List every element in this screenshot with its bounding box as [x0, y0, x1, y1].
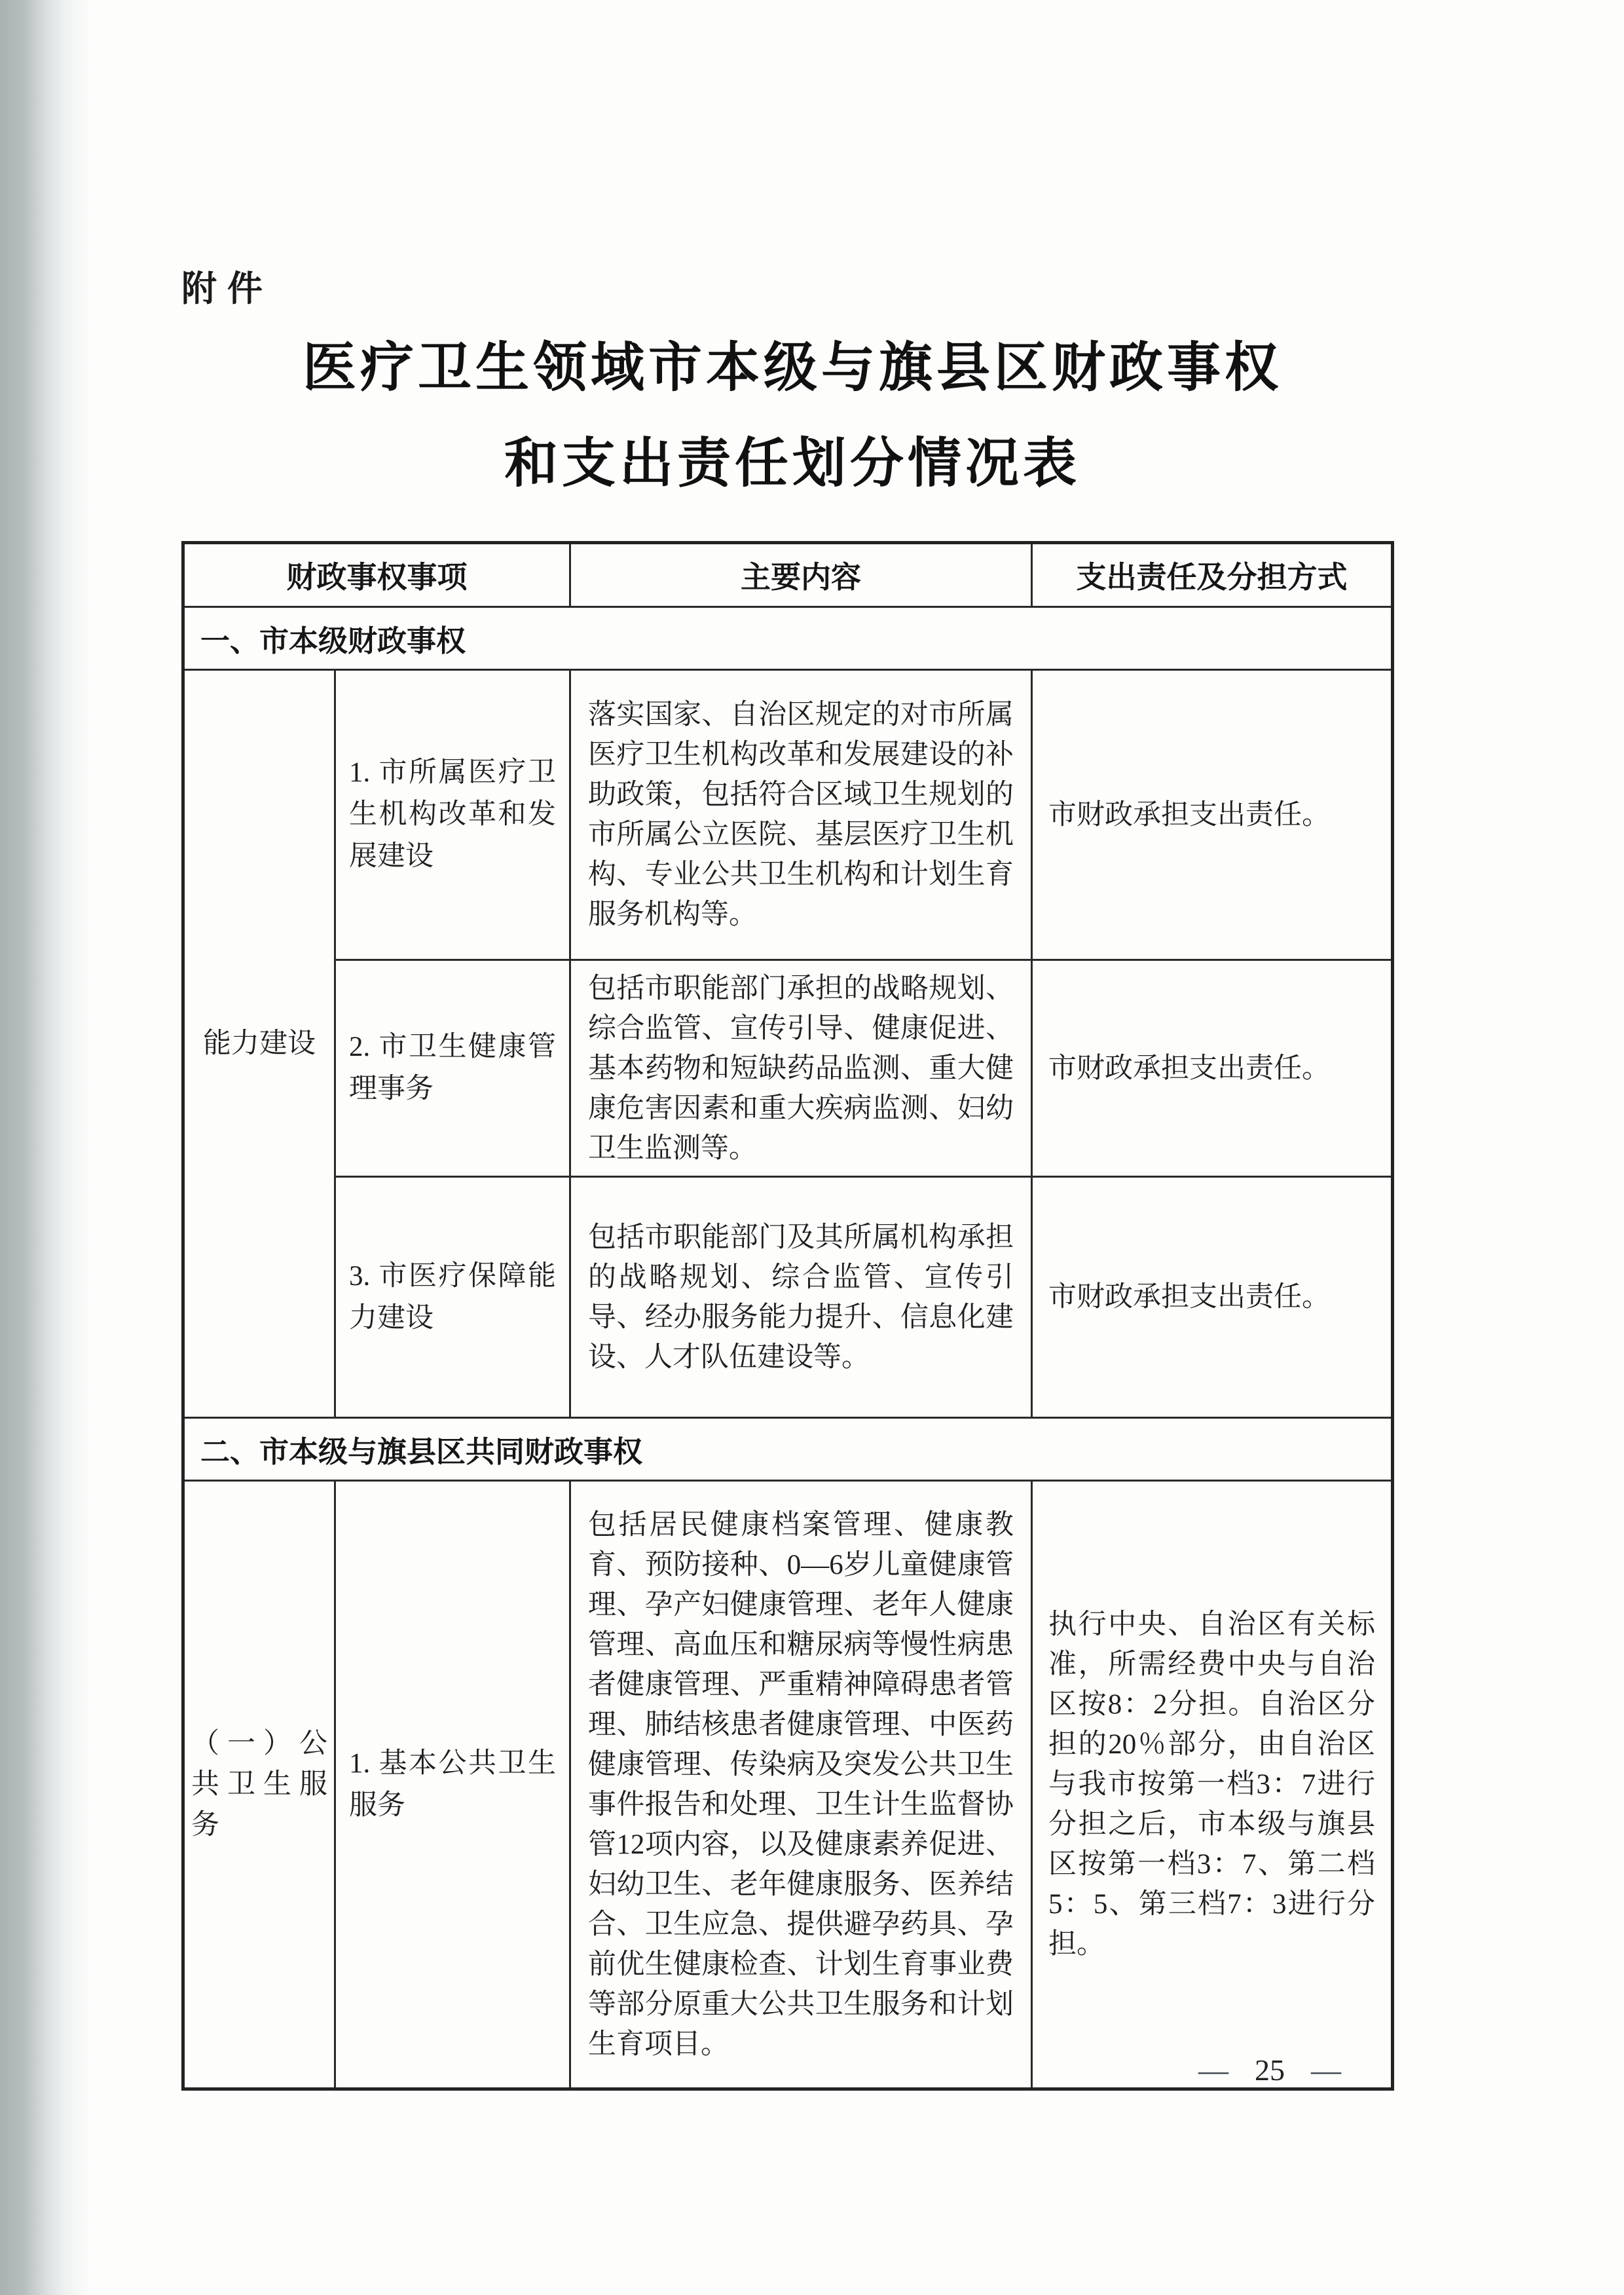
scan-left-edge: [0, 0, 98, 2295]
section-1-title: 一、市本级财政事权: [183, 607, 1393, 670]
section-1-row: [183, 607, 1393, 670]
item-cell: 1. 市所属医疗卫生机构改革和发展建设: [335, 670, 570, 960]
attachment-label: 附件: [181, 269, 273, 308]
content-cell: 落实国家、自治区规定的对市所属医疗卫生机构改革和发展建设的补助政策，包括符合区域卫生规划的市所属公立医院、基层医疗卫生机构、专业公共卫生机构和计划生育服务机构等。: [570, 670, 1032, 960]
item-cell: 3. 市医疗保障能力建设: [335, 1177, 570, 1418]
section-2-row: [183, 1418, 1393, 1481]
content-cell: 包括市职能部门承担的战略规划、综合监管、宣传引导、健康促进、基本药物和短缺药品监测、重大健康危害因素和重大疾病监测、妇幼卫生监测等。: [570, 960, 1032, 1177]
responsibility-cell: 市财政承担支出责任。: [1032, 670, 1393, 960]
document-title: [105, 338, 1480, 493]
responsibility-cell: 市财政承担支出责任。: [1032, 1177, 1393, 1418]
group-cell-public-health-services: （一）公共卫生服务: [183, 1481, 335, 2089]
item-cell: 1. 基本公共卫生服务: [335, 1481, 570, 2089]
responsibility-table: [181, 541, 1394, 2091]
page-number: 25: [1255, 2053, 1285, 2087]
table-row: [183, 1177, 1393, 1418]
table-header-row: [183, 543, 1393, 607]
content-cell: 包括居民健康档案管理、健康教育、预防接种、0—6岁儿童健康管理、孕产妇健康管理、老年人健康管理、高血压和糖尿病等慢性病患者健康管理、严重精神障碍患者管理、肺结核患者健康管理、中医药健康管理、传染病及突发公共卫生事件报告和处理、卫生计生监督协管12项内容，以及健康素养促进、妇幼卫生、老年健康服务、医养结合、卫生应急、提供避孕药具、孕前优生健康检查、计划生育事业费等部分原重大公共卫生服务和计划生育项目。: [570, 1481, 1032, 2089]
section-2-title: 二、市本级与旗县区共同财政事权: [183, 1418, 1393, 1481]
table-row: [183, 960, 1393, 1177]
document-title-line1: 医疗卫生领域市本级与旗县区财政事权: [302, 338, 1282, 398]
responsibility-cell: 执行中央、自治区有关标准，所需经费中央与自治区按8：2分担。自治区分担的20％部分，由自治区与我市按第一档3：7进行分担之后，市本级与旗县区按第一档3：7、第二档5：5、第三档7：3进行分担。: [1032, 1481, 1393, 2089]
document-title-line2: 和支出责任划分情况表: [504, 434, 1080, 493]
item-cell: 2. 市卫生健康管理事务: [335, 960, 570, 1177]
column-header-fiscal-items: 财政事权事项: [183, 543, 570, 607]
group-cell-capacity-building: 能力建设: [183, 670, 335, 1418]
column-header-main-content: 主要内容: [570, 543, 1032, 607]
table-row: [183, 670, 1393, 960]
content-cell: 包括市职能部门及其所属机构承担的战略规划、综合监管、宣传引导、经办服务能力提升、信息化建设、人才队伍建设等。: [570, 1177, 1032, 1418]
responsibility-cell: 市财政承担支出责任。: [1032, 960, 1393, 1177]
footer-dash-right: —: [1311, 2053, 1341, 2087]
column-header-expenditure-responsibility: 支出责任及分担方式: [1032, 543, 1393, 607]
footer-dash-left: —: [1198, 2053, 1228, 2087]
page-footer: [1139, 2053, 1401, 2087]
table-row: [183, 1481, 1393, 2089]
